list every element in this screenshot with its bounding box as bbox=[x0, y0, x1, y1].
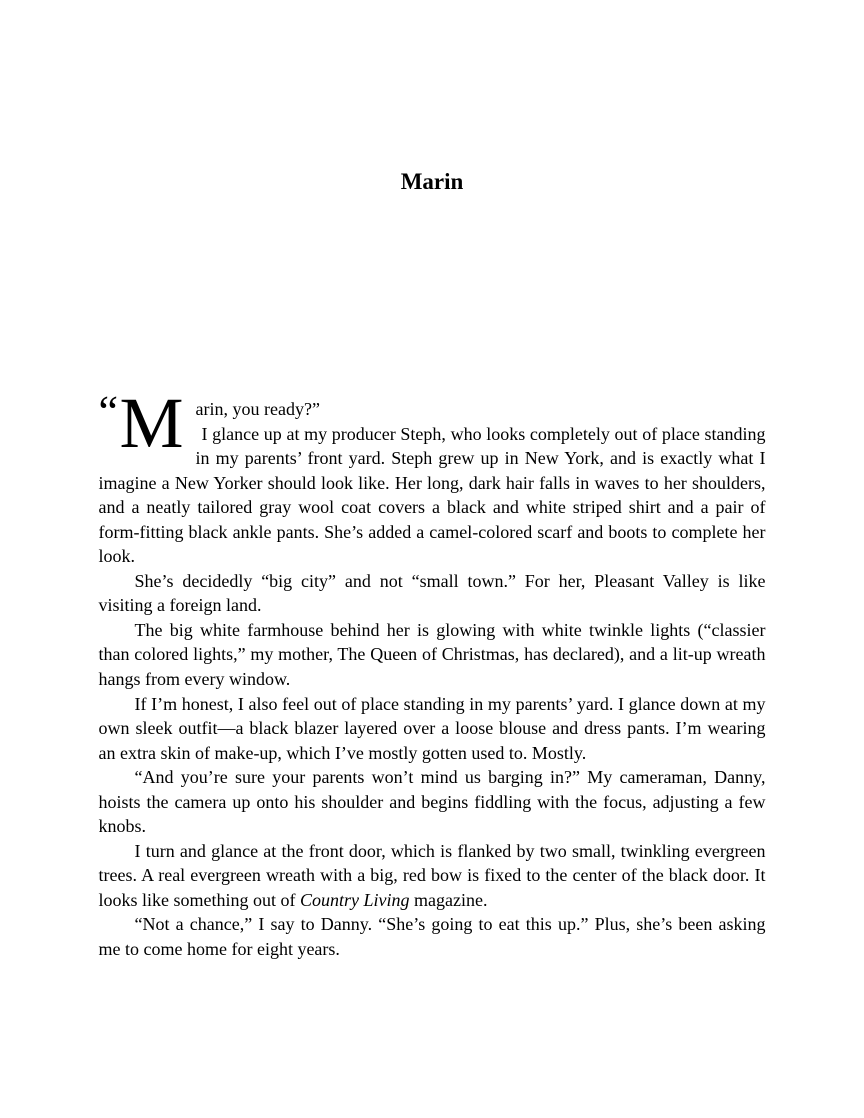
drop-cap bbox=[98, 383, 189, 468]
paragraph bbox=[99, 397, 766, 422]
paragraph bbox=[99, 692, 766, 766]
chapter-body bbox=[98, 383, 766, 962]
italic-text: Country Living bbox=[300, 889, 410, 910]
paragraph-text: “Not a chance,” I say to Danny. “She’s going to eat this up.” Plus, she’s been asking me to come home for eight years. bbox=[98, 914, 766, 960]
drop-cap-letter: M bbox=[119, 383, 184, 463]
drop-cap-open-quote-glyph: “ bbox=[98, 387, 119, 436]
paragraph-text: The big white farmhouse behind her is glowing with white twinkle lights (“classier than colored lights,” my mother, The Queen of Christmas, has declared), and a lit-up wreath hangs from every window. bbox=[98, 619, 766, 690]
paragraph-text: magazine. bbox=[409, 889, 488, 910]
paragraph-text: I turn and glance at the front door, which is flanked by two small, twinkling evergreen trees. A real evergreen wreath with a big, red bow is fixed to the center of the black door. It looks like something out of bbox=[98, 840, 766, 910]
paragraph-text: I glance up at my producer Steph, who looks completely out of place standing in my parents’ front yard. Steph grew up in New York, and is exactly what I imagine a New Yorker should look like. Her long, dark hair falls in waves to her shoulders, and a neatly tailored gray wool coat covers a black and white striped shirt and a pair of form-fitting black ankle pants. She’s added a camel-colored scarf and boots to complete her look. bbox=[98, 423, 766, 567]
paragraph bbox=[99, 618, 766, 692]
chapter-title: Marin bbox=[400, 169, 464, 194]
paragraph-text: arin, you ready?” bbox=[195, 399, 320, 419]
paragraph bbox=[99, 569, 766, 618]
paragraph bbox=[99, 839, 766, 913]
paragraph-text: She’s decidedly “big city” and not “small town.” For her, Pleasant Valley is like visiting a foreign land. bbox=[98, 570, 766, 616]
paragraph bbox=[99, 912, 766, 961]
paragraph bbox=[99, 765, 766, 839]
paragraph-text: If I’m honest, I also feel out of place standing in my parents’ yard. I glance down at my own sleek outfit—a black blazer layered over a loose blouse and dress pants. I’m wearing an extra skin of make-up, which I’ve mostly gotten used to. Mostly. bbox=[98, 693, 766, 763]
paragraph bbox=[99, 422, 766, 569]
paragraph-text: “And you’re sure your parents won’t mind us barging in?” My cameraman, Danny, hoists the camera up onto his shoulder and begins fiddling with the focus, adjusting a few knobs. bbox=[98, 767, 766, 837]
